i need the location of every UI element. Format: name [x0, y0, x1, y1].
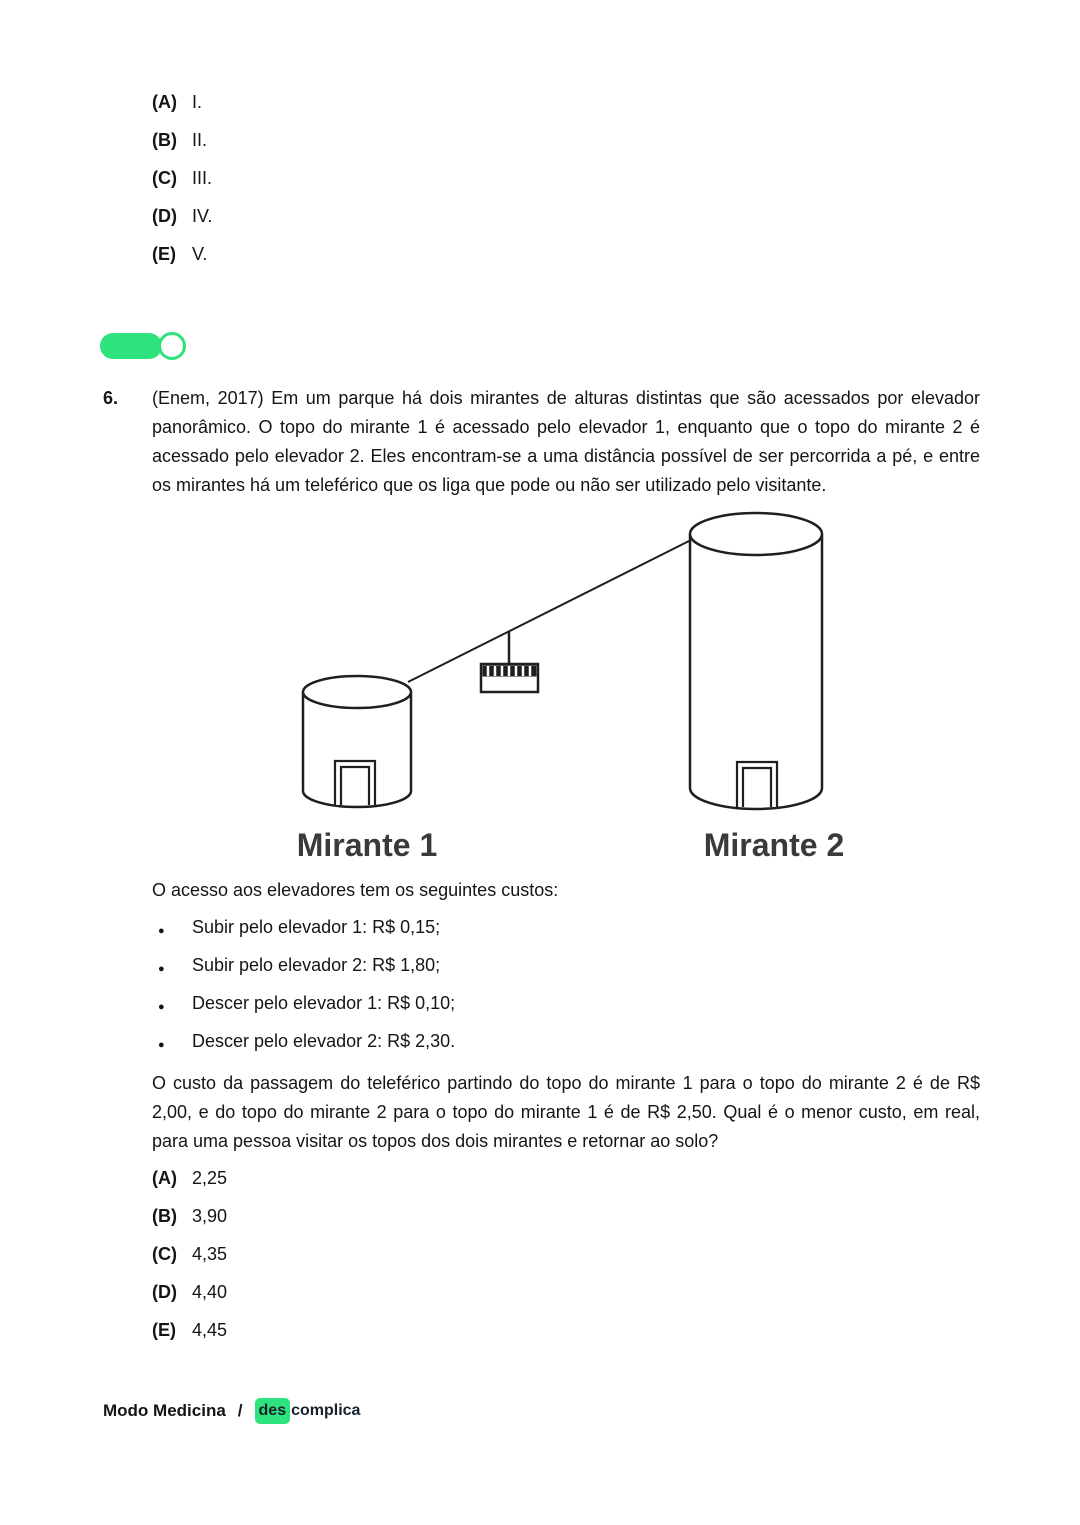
option-letter: (B) — [152, 130, 177, 150]
previous-question-options — [0, 0, 1080, 282]
footer-brand: Modo Medicina — [103, 1401, 226, 1420]
cable-line — [408, 538, 695, 682]
cost-item: ● Descer pelo elevador 2: R$ 2,30. — [152, 1031, 980, 1051]
option-row — [152, 1206, 980, 1226]
option-text: 4,40 — [192, 1282, 228, 1302]
cost-item: ● Subir pelo elevador 2: R$ 1,80; — [152, 955, 980, 975]
option-text: 4,45 — [192, 1320, 228, 1340]
question-6 — [0, 384, 1080, 1358]
option-letter: (A) — [152, 1168, 177, 1188]
option-letter: (C) — [152, 1244, 177, 1264]
descomplica-logo — [255, 1398, 361, 1424]
cost-item: ● Descer pelo elevador 1: R$ 0,10; — [152, 993, 980, 1013]
footer — [103, 1398, 360, 1424]
option-letter: (D) — [152, 206, 177, 226]
answer-options — [152, 1168, 980, 1358]
costs-intro: O acesso aos elevadores tem os seguintes custos: — [152, 880, 559, 900]
option-row — [152, 244, 1080, 264]
option-text: I. — [192, 92, 203, 112]
mirante-2-cylinder — [690, 513, 822, 809]
option-row — [152, 206, 1080, 226]
option-letter: (D) — [152, 1282, 177, 1302]
question-intro: (Enem, 2017) Em um parque há dois mirantes de alturas distintas que são acessados por elevador panorâmico. O topo do mirante 1 é acessado pelo elevador 1, enquanto que o topo do mirante 2 é acessado pelo elevador 2. Eles encontram-se a uma distância possível de ser percorrida a pé, e entre os mirantes há um teleférico que os liga que pode ou não ser utilizado pelo visitante. — [152, 388, 980, 495]
mirante-1-label: Mirante 1 — [296, 827, 438, 863]
descomplica-logo-complica: complica — [291, 1402, 361, 1419]
option-row — [152, 1168, 980, 1188]
cost-item: ● Subir pelo elevador 1: R$ 0,15; — [152, 917, 980, 937]
option-letter: (A) — [152, 92, 177, 112]
option-letter: (B) — [152, 1206, 177, 1226]
toggle-track — [100, 333, 162, 359]
option-letter: (E) — [152, 244, 176, 264]
footer-separator: / — [237, 1401, 243, 1420]
question-number: 6. — [103, 388, 119, 408]
mirante-1-cylinder — [303, 676, 411, 807]
option-text: 2,25 — [192, 1168, 228, 1188]
option-row — [152, 130, 1080, 150]
option-text: III. — [192, 168, 213, 188]
mirante-2-label: Mirante 2 — [703, 827, 845, 863]
option-row — [152, 1244, 980, 1264]
question-closing: O custo da passagem do teleférico partindo do topo do mirante 1 para o topo do mirante 2 é de R$ 2,00, e do topo do mirante 2 para o topo do mirante 1 é de R$ 2,50. Qual é o menor custo, em real, para uma pessoa visitar os topos dos dois mirantes e retornar ao solo? — [152, 1073, 980, 1151]
option-row — [152, 168, 1080, 188]
option-row — [152, 1320, 980, 1340]
descomplica-logo-des: des — [255, 1398, 291, 1424]
option-row — [152, 92, 1080, 112]
toggle-knob[interactable] — [158, 332, 186, 360]
option-letter: (E) — [152, 1320, 176, 1340]
option-text: V. — [192, 244, 208, 264]
option-text: 3,90 — [192, 1206, 228, 1226]
option-row — [152, 1282, 980, 1302]
option-text: IV. — [192, 206, 213, 226]
option-text: 4,35 — [192, 1244, 228, 1264]
option-text: II. — [192, 130, 208, 150]
mirantes-figure — [285, 506, 873, 866]
costs-list — [152, 917, 980, 1051]
figure-container — [285, 506, 873, 866]
toggle-switch[interactable] — [100, 332, 192, 360]
option-letter: (C) — [152, 168, 177, 188]
